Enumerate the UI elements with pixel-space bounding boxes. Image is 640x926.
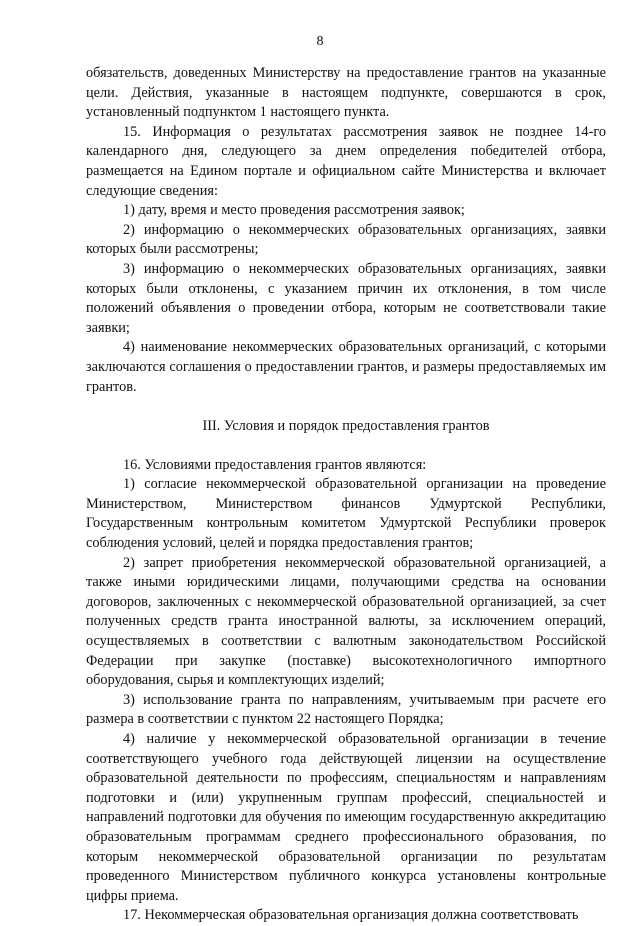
paragraph: 3) использование гранта по направлениям, учитываемым при расчете его размера в соответствии с пунктом 22 настоящего Порядка; (86, 691, 606, 728)
document-body (86, 64, 606, 926)
paragraphs-before-section (86, 64, 606, 397)
paragraph: 4) наличие у некоммерческой образовательной организации в течение соответствующего учебного года действующей лицензии на осуществление образовательной деятельности по профессиям, специальностям и направлениям подготовки и (или) укрупненным группам профессий, специальностей и направлений подготовки для обучения по имеющим государственную аккредитацию образовательным программам среднего профессионального образования, по которым некоммерческой образовательной организации по результатам проведенного Министерством публичного конкурса установлены контрольные цифры приема. (86, 731, 606, 904)
paragraph: 3) информацию о некоммерческих образовательных организациях, заявки которых были отклонены, с указанием причин их отклонения, в том числе положений объявления о проведении отбора, которым не соответствовали такие заявки; (86, 260, 606, 336)
paragraph: обязательств, доведенных Министерству на предоставление грантов на указанные цели. Действия, указанные в настоящем подпункте, совершаются в срок, установленный подпунктом 1 настоящего пункта. (86, 65, 606, 121)
section-heading: III. Условия и порядок предоставления грантов (202, 418, 490, 435)
paragraph: 16. Условиями предоставления грантов являются: (123, 456, 427, 473)
paragraph: 15. Информация о результатах рассмотрения заявок не позднее 14-го календарного дня, следующего за днем определения победителей отбора, размещается на Едином портале и официальном сайте Министерства и включает следующие сведения: (86, 123, 606, 199)
paragraph: 4) наименование некоммерческих образовательных организаций, с которыми заключаются соглашения о предоставлении грантов, и размеры предоставляемых им грантов. (86, 339, 606, 395)
paragraph: 1) согласие некоммерческой образовательной организации на проведение Министерством, Министерством финансов Удмуртской Республики, Государственным контрольным комитетом Удмуртской Республики проверок соблюдения условий, целей и порядка предоставления грантов; (86, 476, 606, 552)
paragraph: 2) информацию о некоммерческих образовательных организациях, заявки которых были рассмотрены; (86, 221, 606, 258)
paragraphs-after-section (86, 456, 606, 926)
paragraph: 2) запрет приобретения некоммерческой образовательной организацией, а также иными юридическими лицами, получающими средства на основании договоров, заключенных с некоммерческой образовательной организацией, за счет полученных средств гранта иностранной валюты, за исключением операций, осуществляемых в соответствии с валютным законодательством Российской Федерации при закупке (поставке) высокотехнологичного импортного оборудования, сырья и комплектующих изделий; (86, 554, 606, 689)
paragraph: 1) дату, время и место проведения рассмотрения заявок; (123, 202, 465, 219)
page-number: 8 (316, 34, 324, 49)
paragraph: 17. Некоммерческая образовательная организация должна соответствовать (123, 907, 579, 924)
